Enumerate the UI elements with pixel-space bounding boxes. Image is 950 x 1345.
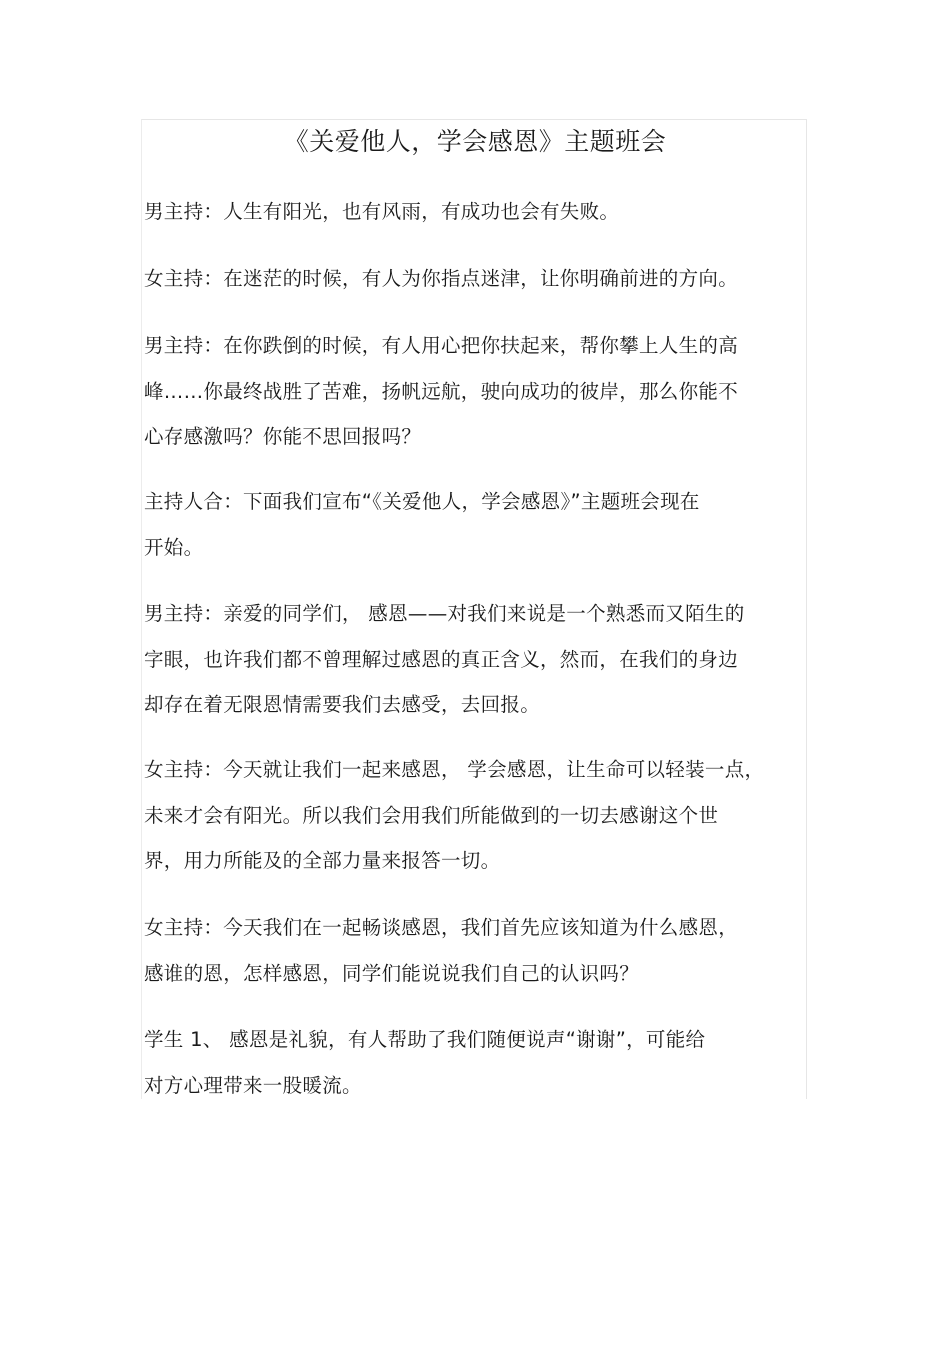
paragraph-5 [144,591,794,728]
text-line: 女主持：今天就让我们一起来感恩， 学会感恩，让生命可以轻装一点， [144,758,765,781]
text-line: 感谁的恩，怎样感恩，同学们能说说我们自己的认识吗？ [144,961,640,985]
text-line: 界，用力所能及的全部力量来报答一切。 [144,849,501,872]
text-line: 学生 1、 感恩是礼貌，有人帮助了我们随便说声“谢谢”，可能给 [144,1028,706,1051]
paragraph-6 [144,747,794,884]
document-title: 《关爱他人，学会感恩》主题班会 [283,127,667,156]
text-line: 字眼，也许我们都不曾理解过感恩的真正含义，然而，在我们的身边 [144,647,739,671]
text-line: 心存感激吗？你能不思回报吗？ [144,425,422,448]
paragraph-7 [144,905,794,996]
text-line: 主持人合：下面我们宣布“《关爱他人，学会感恩》”主题班会现在 [144,490,700,513]
text-line: 女主持：在迷茫的时候，有人为你指点迷津，让你明确前进的方向。 [144,267,739,290]
paragraph-8 [144,1017,794,1108]
text-line: 男主持：在你跌倒的时候，有人用心把你扶起来，帮你攀上人生的高 [144,334,739,357]
text-line: 男主持：亲爱的同学们， 感恩——对我们来说是一个熟悉而又陌生的 [144,602,745,625]
paragraph-4 [144,479,794,570]
text-line: 男主持：人生有阳光，也有风雨，有成功也会有失败。 [144,200,620,223]
text-line: 女主持：今天我们在一起畅谈感恩，我们首先应该知道为什么感恩， [144,916,739,939]
paragraph-1 [144,189,794,235]
paragraph-3 [144,323,794,460]
text-line: 却存在着无限恩情需要我们去感受，去回报。 [144,693,541,716]
text-line: 峰……你最终战胜了苦难，扬帆远航，驶向成功的彼岸，那么你能不 [144,379,739,403]
text-line: 对方心理带来一股暖流。 [144,1073,362,1097]
paragraph-2 [144,256,794,302]
text-line: 开始。 [144,535,204,559]
text-line: 未来才会有阳光。所以我们会用我们所能做到的一切去感谢这个世 [144,803,719,827]
